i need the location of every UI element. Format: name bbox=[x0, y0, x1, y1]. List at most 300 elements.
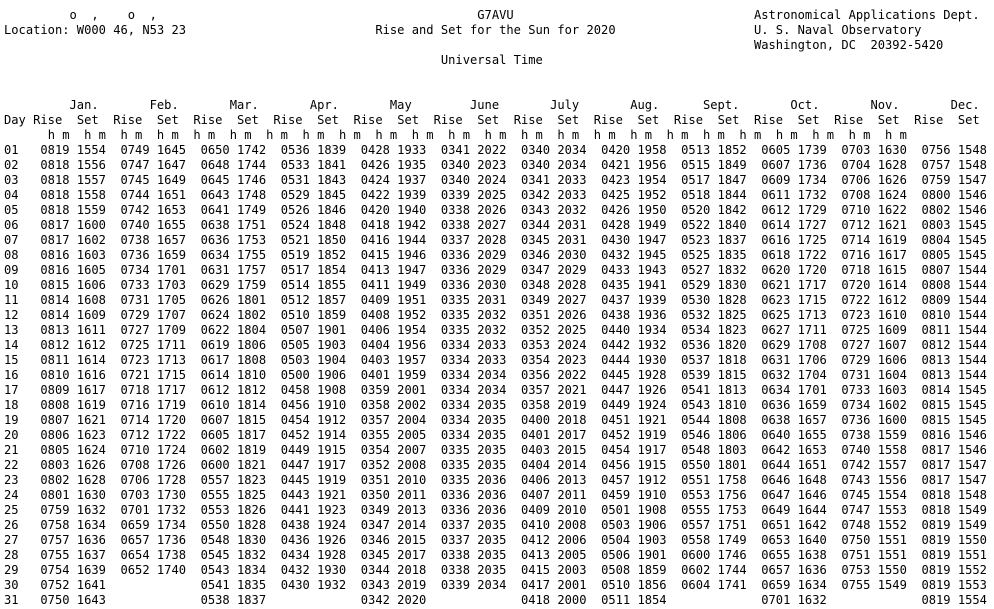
rise-set-cell: 0449 1924 bbox=[601, 398, 667, 412]
day-number: 29 bbox=[4, 563, 19, 577]
rise-set-cell: 0619 1806 bbox=[200, 338, 267, 352]
rise-set-cell: 0415 2003 bbox=[520, 563, 587, 577]
rise-set-cell: 0817 1546 bbox=[921, 443, 987, 457]
rise-set-cell: 0507 1901 bbox=[280, 323, 347, 337]
rise-set-cell: 0657 1736 bbox=[120, 533, 187, 547]
rise-set-cell: 0530 1828 bbox=[681, 293, 747, 307]
rise-set-cell: 0342 2033 bbox=[520, 188, 587, 202]
rise-set-cell: 0425 1952 bbox=[601, 188, 667, 202]
rise-set-cell: 0508 1859 bbox=[601, 563, 667, 577]
rise-set-cell: 0344 2031 bbox=[520, 218, 587, 232]
rise-set-cell: 0642 1653 bbox=[761, 443, 827, 457]
rise-header: Rise bbox=[834, 113, 864, 127]
rise-set-cell: 0543 1834 bbox=[200, 563, 267, 577]
unit-label: h m bbox=[666, 128, 689, 142]
rise-set-cell: 0539 1815 bbox=[681, 368, 747, 382]
rise-set-cell: 0334 2034 bbox=[440, 368, 507, 382]
rise-set-cell: 0638 1657 bbox=[761, 413, 827, 427]
day-number: 15 bbox=[4, 353, 19, 367]
rise-set-cell: 0544 1808 bbox=[681, 413, 747, 427]
rise-header: Rise bbox=[353, 113, 383, 127]
rise-set-cell: 0813 1544 bbox=[921, 353, 987, 367]
rise-set-cell: 0607 1736 bbox=[761, 158, 827, 172]
rise-set-cell: 0818 1557 bbox=[40, 173, 106, 187]
unit-label: h m bbox=[229, 128, 252, 142]
rise-set-cell: 0557 1823 bbox=[200, 473, 267, 487]
rise-set-cell: 0353 2024 bbox=[520, 338, 587, 352]
rise-set-cell: 0555 1753 bbox=[681, 503, 747, 517]
rise-set-cell: 0625 1713 bbox=[761, 308, 827, 322]
set-header: Set bbox=[477, 113, 500, 127]
rise-set-cell: 0437 1939 bbox=[601, 293, 667, 307]
rise-set-cell: 0819 1551 bbox=[921, 548, 987, 562]
rise-set-cell: 0412 2006 bbox=[520, 533, 587, 547]
rise-set-cell: 0349 2027 bbox=[520, 293, 587, 307]
day-number: 23 bbox=[4, 473, 19, 487]
rise-set-cell: 0357 2004 bbox=[360, 413, 427, 427]
rise-set-cell: 0449 1915 bbox=[280, 443, 347, 457]
rise-set-cell: 0623 1715 bbox=[761, 293, 827, 307]
unit-label: h m bbox=[338, 128, 361, 142]
rise-set-cell: 0339 2025 bbox=[440, 188, 507, 202]
day-header: Day bbox=[4, 113, 26, 127]
rise-set-cell: 0543 1810 bbox=[681, 398, 747, 412]
rise-set-cell: 0545 1832 bbox=[200, 548, 267, 562]
rise-set-cell: 0401 2017 bbox=[520, 428, 587, 442]
rise-set-cell: 0600 1821 bbox=[200, 458, 267, 472]
rise-set-cell: 0612 1812 bbox=[200, 383, 267, 397]
rise-set-cell: 0351 2010 bbox=[360, 473, 427, 487]
rise-set-cell: 0452 1919 bbox=[601, 428, 667, 442]
month-header: June bbox=[470, 98, 500, 112]
rise-set-cell: 0801 1630 bbox=[40, 488, 106, 502]
rise-set-cell: 0442 1932 bbox=[601, 338, 667, 352]
rise-set-cell: 0335 2032 bbox=[440, 308, 507, 322]
rise-set-cell: 0511 1854 bbox=[601, 593, 667, 607]
unit-label: h m bbox=[593, 128, 616, 142]
rise-set-cell: 0631 1757 bbox=[200, 263, 267, 277]
rise-set-cell: 0409 2010 bbox=[520, 503, 587, 517]
rise-set-cell: 0654 1738 bbox=[120, 548, 187, 562]
unit-label: h m bbox=[120, 128, 143, 142]
rise-set-cell: 0731 1604 bbox=[841, 368, 907, 382]
rise-set-cell: 0404 2014 bbox=[520, 458, 587, 472]
rise-set-cell: 0720 1614 bbox=[841, 278, 907, 292]
rise-set-cell: 0814 1608 bbox=[40, 293, 106, 307]
rise-set-cell: 0818 1548 bbox=[921, 488, 987, 502]
rise-set-cell: 0337 2035 bbox=[440, 533, 507, 547]
month-header: Jan. bbox=[69, 98, 99, 112]
rise-set-cell: 0648 1744 bbox=[200, 158, 267, 172]
unit-label: h m bbox=[375, 128, 398, 142]
rise-set-cell: 0650 1742 bbox=[200, 143, 267, 157]
rise-set-cell: 0342 2020 bbox=[360, 593, 427, 607]
rise-set-cell: 0620 1720 bbox=[761, 263, 827, 277]
rise-set-cell: 0536 1839 bbox=[280, 143, 347, 157]
rise-set-cell: 0426 1950 bbox=[601, 203, 667, 217]
rise-set-cell: 0747 1647 bbox=[120, 158, 187, 172]
rise-set-cell: 0738 1657 bbox=[120, 233, 187, 247]
rise-set-cell: 0351 2026 bbox=[520, 308, 587, 322]
rise-set-cell: 0553 1756 bbox=[681, 488, 747, 502]
set-header: Set bbox=[237, 113, 259, 127]
rise-set-cell: 0550 1801 bbox=[681, 458, 747, 472]
rise-set-cell: 0758 1634 bbox=[40, 518, 106, 532]
rise-set-cell: 0343 2032 bbox=[520, 203, 587, 217]
rise-set-cell: 0430 1932 bbox=[280, 578, 347, 592]
rise-set-cell: 0458 1908 bbox=[280, 383, 347, 397]
rise-set-cell: 0411 1949 bbox=[360, 278, 427, 292]
rise-set-cell: 0809 1544 bbox=[921, 293, 987, 307]
rise-set-cell: 0524 1848 bbox=[280, 218, 347, 232]
rise-set-cell: 0335 2031 bbox=[440, 293, 507, 307]
rise-set-cell: 0753 1550 bbox=[841, 563, 907, 577]
rise-set-cell: 0629 1759 bbox=[200, 278, 267, 292]
rise-set-cell: 0334 2035 bbox=[440, 398, 507, 412]
rise-set-cell: 0815 1606 bbox=[40, 278, 106, 292]
month-header: Aug. bbox=[630, 98, 660, 112]
rise-set-cell: 0745 1554 bbox=[841, 488, 907, 502]
rise-set-cell: 0336 2036 bbox=[440, 503, 507, 517]
rise-set-cell: 0551 1758 bbox=[681, 473, 747, 487]
rise-set-cell: 0701 1632 bbox=[761, 593, 827, 607]
rise-set-cell: 0457 1912 bbox=[601, 473, 667, 487]
rise-set-cell: 0441 1923 bbox=[280, 503, 347, 517]
month-header: July bbox=[550, 98, 580, 112]
rise-set-cell: 0358 2019 bbox=[520, 398, 587, 412]
set-header: Set bbox=[957, 113, 980, 127]
rise-set-cell: 0819 1554 bbox=[40, 143, 106, 157]
rise-set-cell: 0652 1740 bbox=[120, 563, 187, 577]
set-header: Set bbox=[717, 113, 740, 127]
rise-set-cell: 0408 1952 bbox=[360, 308, 427, 322]
rise-set-cell: 0334 2033 bbox=[440, 353, 507, 367]
rise-set-cell: 0815 1545 bbox=[921, 413, 987, 427]
rise-set-cell: 0517 1854 bbox=[280, 263, 347, 277]
rise-set-cell: 0521 1850 bbox=[280, 233, 347, 247]
rise-set-cell: 0805 1624 bbox=[40, 443, 106, 457]
rise-set-cell: 0749 1645 bbox=[120, 143, 187, 157]
rise-set-cell: 0335 2035 bbox=[440, 458, 507, 472]
rise-set-cell: 0339 2034 bbox=[440, 578, 507, 592]
set-header: Set bbox=[397, 113, 420, 127]
rise-set-cell: 0420 1958 bbox=[601, 143, 667, 157]
rise-set-cell: 0759 1547 bbox=[921, 173, 987, 187]
rise-set-cell: 0432 1945 bbox=[601, 248, 667, 262]
rise-set-cell: 0602 1819 bbox=[200, 443, 267, 457]
day-number: 05 bbox=[4, 203, 19, 217]
observatory-address: Washington, DC 20392-5420 bbox=[753, 38, 944, 52]
rise-set-cell: 0723 1610 bbox=[841, 308, 907, 322]
rise-set-cell: 0347 2014 bbox=[360, 518, 427, 532]
day-number: 26 bbox=[4, 518, 19, 532]
rise-set-cell: 0757 1636 bbox=[40, 533, 106, 547]
rise-set-cell: 0816 1605 bbox=[40, 263, 106, 277]
rise-set-cell: 0803 1626 bbox=[40, 458, 106, 472]
rise-set-cell: 0523 1837 bbox=[681, 233, 747, 247]
rise-set-cell: 0651 1642 bbox=[761, 518, 827, 532]
rise-set-cell: 0614 1810 bbox=[200, 368, 267, 382]
rise-set-cell: 0747 1553 bbox=[841, 503, 907, 517]
rise-header: Rise bbox=[753, 113, 784, 127]
set-header: Set bbox=[877, 113, 900, 127]
rise-set-cell: 0742 1653 bbox=[120, 203, 187, 217]
rise-set-cell: 0415 1946 bbox=[360, 248, 427, 262]
rise-set-cell: 0356 2022 bbox=[520, 368, 587, 382]
rise-set-cell: 0634 1755 bbox=[200, 248, 267, 262]
rise-set-cell: 0423 1954 bbox=[601, 173, 667, 187]
rise-set-cell: 0740 1558 bbox=[841, 443, 907, 457]
rise-set-cell: 0340 2023 bbox=[440, 158, 507, 172]
rise-set-cell: 0553 1826 bbox=[200, 503, 267, 517]
rise-set-cell: 0340 2034 bbox=[520, 158, 587, 172]
rise-set-cell: 0348 2028 bbox=[520, 278, 587, 292]
rise-set-cell: 0706 1626 bbox=[841, 173, 907, 187]
rise-set-cell: 0525 1835 bbox=[681, 248, 747, 262]
rise-set-cell: 0541 1813 bbox=[681, 383, 747, 397]
rise-set-cell: 0734 1602 bbox=[841, 398, 907, 412]
day-number: 13 bbox=[4, 323, 19, 337]
rise-set-cell: 0718 1717 bbox=[120, 383, 187, 397]
rise-set-cell: 0718 1615 bbox=[841, 263, 907, 277]
rise-set-cell: 0644 1651 bbox=[761, 458, 827, 472]
rise-set-cell: 0812 1544 bbox=[921, 338, 987, 352]
rise-set-cell: 0736 1659 bbox=[120, 248, 187, 262]
rise-set-cell: 0646 1648 bbox=[761, 473, 827, 487]
observatory-name: U. S. Naval Observatory bbox=[753, 23, 922, 37]
unit-label: h m bbox=[411, 128, 434, 142]
rise-set-cell: 0520 1842 bbox=[681, 203, 747, 217]
rise-set-cell: 0621 1717 bbox=[761, 278, 827, 292]
day-number: 21 bbox=[4, 443, 19, 457]
rise-set-cell: 0454 1917 bbox=[601, 443, 667, 457]
rise-header: Rise bbox=[513, 113, 543, 127]
rise-set-cell: 0336 2029 bbox=[440, 263, 507, 277]
day-number: 01 bbox=[4, 143, 19, 157]
rise-set-cell: 0816 1603 bbox=[40, 248, 106, 262]
month-header: Sept. bbox=[703, 98, 740, 112]
rise-set-cell: 0349 2013 bbox=[360, 503, 427, 517]
rise-set-cell: 0529 1845 bbox=[280, 188, 347, 202]
rise-set-cell: 0710 1622 bbox=[841, 203, 907, 217]
rise-set-cell: 0346 2015 bbox=[360, 533, 427, 547]
rise-set-cell: 0345 2031 bbox=[520, 233, 587, 247]
rise-set-cell: 0710 1724 bbox=[120, 443, 187, 457]
rise-set-cell: 0600 1746 bbox=[681, 548, 747, 562]
day-number: 06 bbox=[4, 218, 19, 232]
location-label: Location: W000 46, N53 23 bbox=[4, 23, 187, 37]
rise-set-cell: 0532 1825 bbox=[681, 308, 747, 322]
set-header: Set bbox=[637, 113, 660, 127]
rise-set-cell: 0751 1551 bbox=[841, 548, 907, 562]
rise-set-cell: 0629 1708 bbox=[761, 338, 827, 352]
rise-set-cell: 0459 1910 bbox=[601, 488, 667, 502]
rise-set-cell: 0716 1617 bbox=[841, 248, 907, 262]
rise-set-cell: 0517 1847 bbox=[681, 173, 747, 187]
rise-set-cell: 0334 2034 bbox=[440, 383, 507, 397]
rise-set-cell: 0443 1921 bbox=[280, 488, 347, 502]
rise-set-cell: 0534 1823 bbox=[681, 323, 747, 337]
day-number: 22 bbox=[4, 458, 19, 472]
rise-set-cell: 0512 1857 bbox=[280, 293, 347, 307]
rise-set-cell: 0800 1546 bbox=[921, 188, 987, 202]
rise-set-cell: 0407 2011 bbox=[520, 488, 587, 502]
rise-set-cell: 0729 1606 bbox=[841, 353, 907, 367]
rise-set-cell: 0734 1701 bbox=[120, 263, 187, 277]
rise-set-cell: 0515 1849 bbox=[681, 158, 747, 172]
rise-set-cell: 0355 2005 bbox=[360, 428, 427, 442]
rise-set-cell: 0721 1715 bbox=[120, 368, 187, 382]
rise-set-cell: 0503 1904 bbox=[280, 353, 347, 367]
rise-set-cell: 0636 1753 bbox=[200, 233, 267, 247]
unit-label: h m bbox=[703, 128, 725, 142]
unit-label: h m bbox=[448, 128, 470, 142]
rise-set-cell: 0336 2036 bbox=[440, 488, 507, 502]
degree-marks: o , o , bbox=[4, 8, 157, 22]
day-number: 14 bbox=[4, 338, 19, 352]
rise-set-cell: 0417 2001 bbox=[520, 578, 587, 592]
rise-set-cell: 0340 2024 bbox=[440, 173, 507, 187]
document-code: G7AVU bbox=[477, 8, 514, 22]
rise-set-cell: 0506 1901 bbox=[601, 548, 667, 562]
rise-header: Rise bbox=[113, 113, 143, 127]
rise-set-cell: 0518 1844 bbox=[681, 188, 747, 202]
rise-set-cell: 0358 2002 bbox=[360, 398, 427, 412]
rise-set-cell: 0626 1801 bbox=[200, 293, 267, 307]
day-number: 28 bbox=[4, 548, 19, 562]
day-number: 03 bbox=[4, 173, 19, 187]
unit-label: h m bbox=[156, 128, 179, 142]
unit-label: h m bbox=[812, 128, 835, 142]
rise-set-cell: 0757 1548 bbox=[921, 158, 987, 172]
day-number: 20 bbox=[4, 428, 19, 442]
unit-label: h m bbox=[520, 128, 543, 142]
day-number: 16 bbox=[4, 368, 19, 382]
rise-set-cell: 0432 1930 bbox=[280, 563, 347, 577]
rise-set-cell: 0436 1926 bbox=[280, 533, 347, 547]
rise-set-cell: 0345 2017 bbox=[360, 548, 427, 562]
day-number: 19 bbox=[4, 413, 19, 427]
rise-set-cell: 0817 1602 bbox=[40, 233, 106, 247]
rise-set-cell: 0616 1725 bbox=[761, 233, 827, 247]
rise-set-cell: 0422 1939 bbox=[360, 188, 427, 202]
rise-set-cell: 0627 1711 bbox=[761, 323, 827, 337]
rise-set-cell: 0716 1719 bbox=[120, 398, 187, 412]
rise-set-cell: 0727 1709 bbox=[120, 323, 187, 337]
rise-set-cell: 0714 1619 bbox=[841, 233, 907, 247]
day-number: 18 bbox=[4, 398, 19, 412]
unit-label: h m bbox=[557, 128, 580, 142]
rise-set-cell: 0806 1623 bbox=[40, 428, 106, 442]
rise-set-cell: 0352 2008 bbox=[360, 458, 427, 472]
rise-set-cell: 0500 1906 bbox=[280, 368, 347, 382]
rise-set-cell: 0557 1751 bbox=[681, 518, 747, 532]
rise-set-cell: 0643 1748 bbox=[200, 188, 267, 202]
rise-set-cell: 0811 1614 bbox=[40, 353, 106, 367]
rise-set-cell: 0510 1856 bbox=[601, 578, 667, 592]
rise-set-cell: 0703 1630 bbox=[841, 143, 907, 157]
rise-set-cell: 0413 2005 bbox=[520, 548, 587, 562]
rise-set-cell: 0418 1942 bbox=[360, 218, 427, 232]
rise-set-cell: 0818 1558 bbox=[40, 188, 106, 202]
rise-set-cell: 0424 1937 bbox=[360, 173, 427, 187]
rise-set-cell: 0816 1546 bbox=[921, 428, 987, 442]
unit-label: h m bbox=[630, 128, 653, 142]
rise-set-cell: 0338 2035 bbox=[440, 548, 507, 562]
rise-set-cell: 0802 1628 bbox=[40, 473, 106, 487]
rise-set-cell: 0510 1859 bbox=[280, 308, 347, 322]
rise-set-cell: 0638 1751 bbox=[200, 218, 267, 232]
rise-set-cell: 0813 1611 bbox=[40, 323, 106, 337]
rise-set-cell: 0514 1855 bbox=[280, 278, 347, 292]
day-number: 12 bbox=[4, 308, 19, 322]
rise-set-cell: 0413 1947 bbox=[360, 263, 427, 277]
rise-set-cell: 0655 1638 bbox=[761, 548, 827, 562]
rise-set-cell: 0334 2033 bbox=[440, 338, 507, 352]
rise-set-cell: 0403 1957 bbox=[360, 353, 427, 367]
rise-set-cell: 0817 1547 bbox=[921, 458, 987, 472]
rise-set-cell: 0805 1545 bbox=[921, 248, 987, 262]
month-header: Dec. bbox=[950, 98, 980, 112]
rise-set-cell: 0604 1741 bbox=[681, 578, 747, 592]
rise-set-cell: 0659 1634 bbox=[761, 578, 827, 592]
rise-set-cell: 0754 1639 bbox=[40, 563, 106, 577]
timezone-label: Universal Time bbox=[440, 53, 543, 67]
rise-set-cell: 0647 1646 bbox=[761, 488, 827, 502]
rise-set-cell: 0618 1722 bbox=[761, 248, 827, 262]
department-name: Astronomical Applications Dept. bbox=[753, 8, 980, 22]
rise-set-cell: 0454 1912 bbox=[280, 413, 347, 427]
rise-set-cell: 0742 1557 bbox=[841, 458, 907, 472]
rise-set-cell: 0819 1553 bbox=[921, 578, 987, 592]
rise-set-cell: 0337 2028 bbox=[440, 233, 507, 247]
rise-set-cell: 0337 2035 bbox=[440, 518, 507, 532]
rise-set-cell: 0401 1959 bbox=[360, 368, 427, 382]
rise-set-cell: 0725 1711 bbox=[120, 338, 187, 352]
rise-set-cell: 0428 1949 bbox=[601, 218, 667, 232]
rise-set-cell: 0612 1729 bbox=[761, 203, 827, 217]
rise-set-cell: 0712 1621 bbox=[841, 218, 907, 232]
rise-set-cell: 0426 1935 bbox=[360, 158, 427, 172]
month-header: Oct. bbox=[790, 98, 820, 112]
rise-set-cell: 0338 2035 bbox=[440, 563, 507, 577]
rise-set-cell: 0819 1549 bbox=[921, 518, 987, 532]
rise-set-cell: 0438 1924 bbox=[280, 518, 347, 532]
rise-set-cell: 0541 1835 bbox=[200, 578, 267, 592]
rise-set-cell: 0536 1820 bbox=[681, 338, 747, 352]
rise-set-cell: 0555 1825 bbox=[200, 488, 267, 502]
rise-set-cell: 0404 1956 bbox=[360, 338, 427, 352]
rise-set-cell: 0602 1744 bbox=[681, 563, 747, 577]
set-header: Set bbox=[557, 113, 580, 127]
rise-set-cell: 0503 1906 bbox=[601, 518, 667, 532]
rise-set-cell: 0335 2032 bbox=[440, 323, 507, 337]
unit-label: h m bbox=[775, 128, 798, 142]
rise-set-cell: 0505 1903 bbox=[280, 338, 347, 352]
rise-set-cell: 0610 1814 bbox=[200, 398, 267, 412]
rise-set-cell: 0733 1703 bbox=[120, 278, 187, 292]
rise-set-cell: 0433 1943 bbox=[601, 263, 667, 277]
rise-set-cell: 0706 1728 bbox=[120, 473, 187, 487]
rise-set-cell: 0527 1832 bbox=[681, 263, 747, 277]
rise-set-cell: 0526 1846 bbox=[280, 203, 347, 217]
unit-label: h m bbox=[302, 128, 325, 142]
rise-set-cell: 0809 1617 bbox=[40, 383, 106, 397]
rise-set-cell: 0338 2027 bbox=[440, 218, 507, 232]
rise-set-cell: 0653 1640 bbox=[761, 533, 827, 547]
unit-label: h m bbox=[84, 128, 106, 142]
month-header: May bbox=[389, 98, 412, 112]
